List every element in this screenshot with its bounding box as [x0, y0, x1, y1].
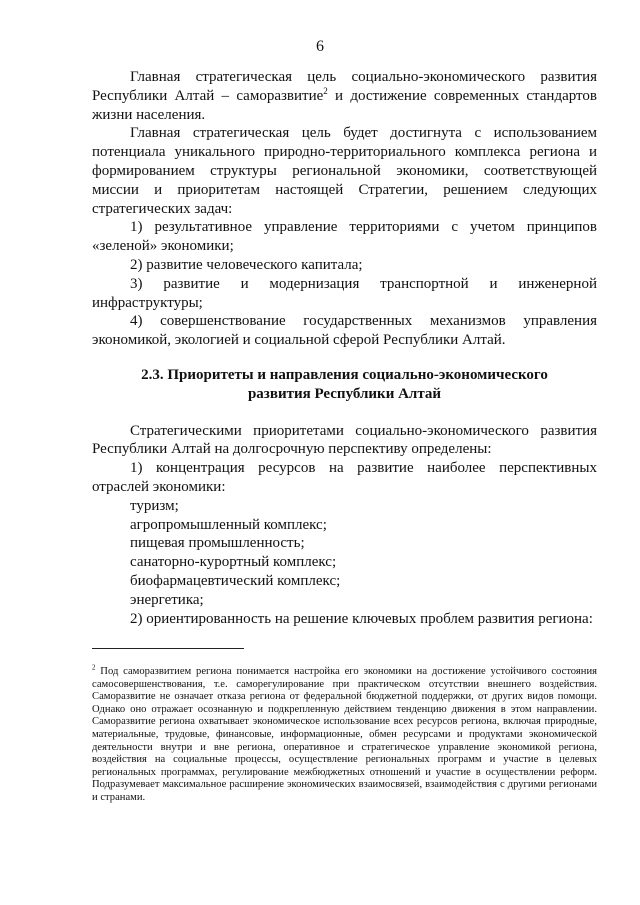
sector-item: туризм; [130, 497, 179, 514]
sector-item: агропромышленный комплекс; [130, 516, 327, 533]
sector-item: санаторно-курортный комплекс; [130, 554, 337, 571]
page-number: 6 [316, 38, 324, 55]
main-text [92, 68, 597, 628]
priority-item-1: 1) концентрация ресурсов на развитие наиболее перспективных отраслей экономики: [92, 460, 597, 495]
paragraph-priorities: Стратегическими приоритетами социально-экономического развития Республики Алтай на долгосрочную перспективу определены: [92, 422, 597, 458]
task-item-2: 2) развитие человеческого капитала; [130, 256, 363, 273]
paragraph-achievement: Главная стратегическая цель будет достигнута с использованием потенциала уникального природно-территориального комплекса региона и формированием структуры региональной экономики, соответствующей миссии и приоритетам настоящей Стратегии, решением следующих стратегических задач: [92, 125, 597, 217]
sector-item: пищевая промышленность; [130, 535, 305, 552]
section-heading-line-1: 2.3. Приоритеты и направления социально-экономического [141, 366, 548, 383]
sector-item: энергетика; [130, 591, 204, 608]
section-heading [92, 366, 597, 404]
priority-item-2: 2) ориентированность на решение ключевых проблем развития региона: [130, 610, 593, 627]
footnote-ref[interactable]: 2 [323, 85, 328, 96]
section-heading-line-2: развития Республики Алтай [247, 385, 442, 402]
paragraph-goal [92, 68, 597, 124]
task-item-1: 1) результативное управление территориями с учетом принципов «зеленой» экономики; [92, 219, 597, 255]
footnote-marker: 2 [92, 663, 96, 672]
sector-item: биофармацевтический комплекс; [130, 572, 341, 589]
footnote-separator [92, 648, 244, 649]
goal-text-b: и достижение современных стандартов жизни населения. [92, 87, 597, 123]
task-item-3: 3) развитие и модернизация транспортной и инженерной инфраструктуры; [92, 275, 597, 311]
goal-text-a: Главная стратегическая цель социально-экономического развития Республики Алтай – саморазвитие [92, 69, 597, 104]
footnote [92, 663, 597, 805]
footnote-text: Под саморазвитием региона понимается настройка его экономики на достижение устойчивого состояния самосовершенствования, т.е. саморегулирование при практическом отсутствии внешнего воздействия. Саморазвитие не означает отказа региона от федеральной бюджетной поддержки, от других видов помощи. Однако оно отражает осознанную и подкрепленную действием тенденцию движения в этом направлении. Саморазвитие региона охватывает экономическое использование всех ресурсов региона, включая природные, материальные, трудовые, финансовые, информационные, обмен ресурсами и продуктами экономической деятельности внутри и вне региона, оперативное и стратегическое управление экономикой региона, воздействия на социальные процессы, осуществление региональных программ и участие в целевых региональных программах, регулирование межбюджетных отношений и участие в осуществлении реформ. Подразумевает максимальное расширение экономических взаимосвязей, взаимодействия с другими регионами и странами. [92, 666, 597, 803]
task-item-4: 4) совершенствование государственных механизмов управления экономикой, экологией и социальной сферой Республики Алтай. [92, 313, 597, 349]
